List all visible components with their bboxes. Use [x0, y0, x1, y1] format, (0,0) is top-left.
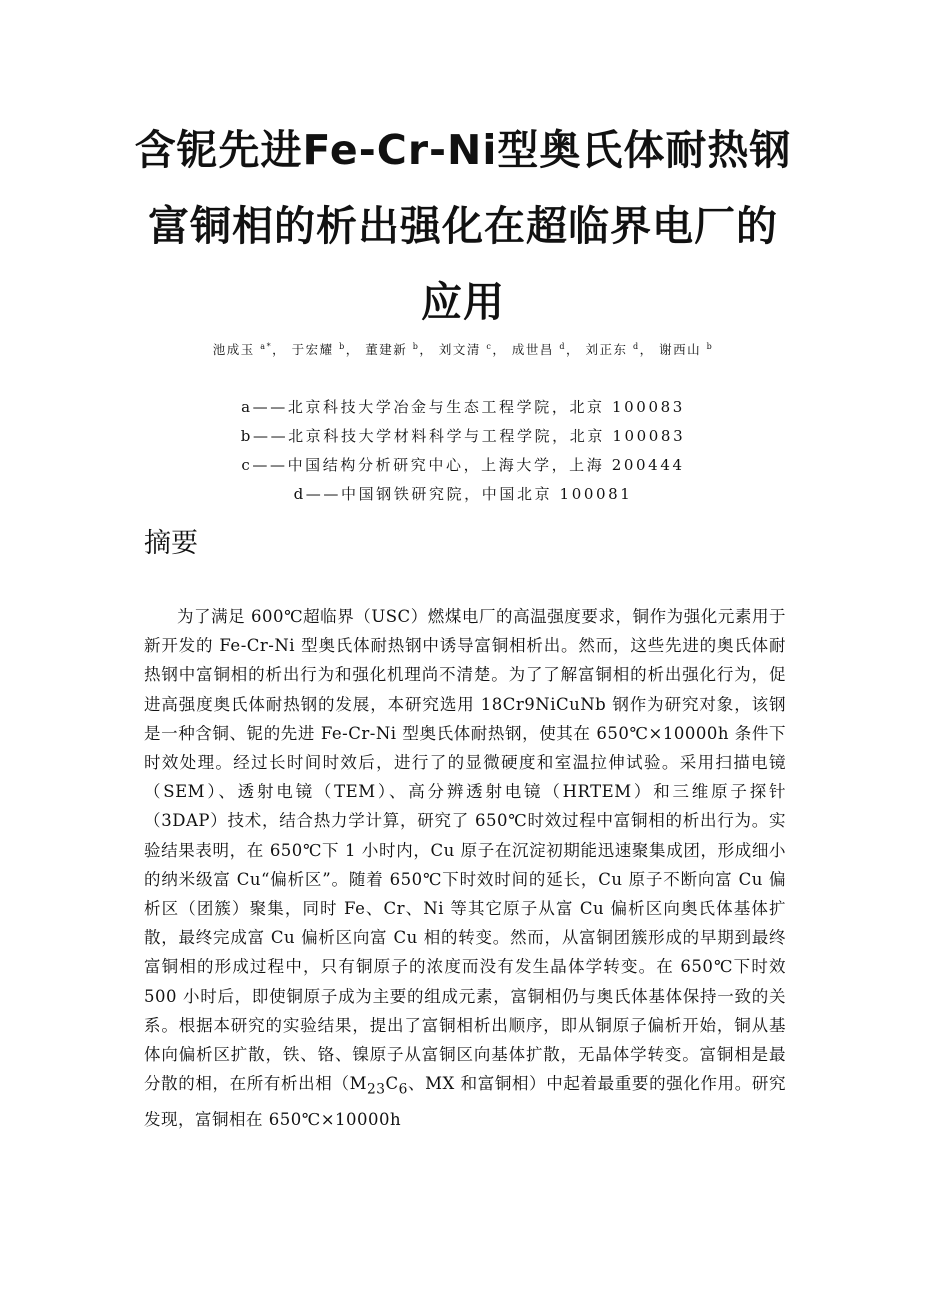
author-name: 谢西山	[659, 342, 702, 357]
author-name: 董建新	[365, 342, 408, 357]
affiliation: b——北京科技大学材料科学与工程学院，北京 100083	[240, 427, 686, 445]
affiliation-list	[150, 393, 776, 509]
abstract-text-part: C	[385, 1074, 399, 1094]
author-separator: ，	[419, 342, 434, 357]
abstract-text-part: 为了满足 600℃超临界（USC）燃煤电厂的高温强度要求，铜作为强化元素用于新开发的 Fe-Cr-Ni 型奥氏体耐热钢中诱导富铜相析出。然而，这些先进的奥氏体耐热钢中富铜相的析出行为和强化机理尚不清楚。为了了解富铜相的析出强化行为，促进高强度奥氏体耐热钢的发展，本研究选用 18Cr9NiCuNb 钢作为研究对象，该钢是一种含铜、铌的先进 Fe-Cr-Ni 型奥氏体耐热钢，使其在 650℃×10000h 条件下时效处理。经过长时间时效后，进行了的显微硬度和室温拉伸试验。采用扫描电镜（SEM）、透射电镜（TEM）、高分辨透射电镜（HRTEM）和三维原子探针（3DAP）技术，结合热力学计算，研究了 650℃时效过程中富铜相的析出行为。实验结果表明，在 650℃下 1 小时内，Cu 原子在沉淀初期能迅速聚集成团，形成细小的纳米级富 Cu“偏析区”。随着 650℃下时效时间的延长，Cu 原子不断向富 Cu 偏析区（团簇）聚集，同时 Fe、Cr、Ni 等其它原子从富 Cu 偏析区向奥氏体基体扩散，最终完成富 Cu 偏析区向富 Cu 相的转变。然而，从富铜团簇形成的早期到最终富铜相的形成过程中，只有铜原子的浓度而没有发生晶体学转变。在 650℃下时效 500 小时后，即使铜原子成为主要的组成元素，富铜相仍与奥氏体基体保持一致的关系。根据本研究的实验结果，提出了富铜相析出顺序，即从铜原子偏析开始，铜从基体向偏析区扩散，铁、铬、镍原子从富铜区向基体扩散，无晶体学转变。富铜相是最分散的相，在所有析出相（M	[144, 607, 786, 1094]
author-separator: ，	[345, 342, 360, 357]
author-separator: ，	[565, 342, 580, 357]
author-affiliation-mark: d	[559, 341, 566, 351]
affiliation: a——北京科技大学冶金与生态工程学院，北京 100083	[241, 398, 685, 416]
subscript: 6	[398, 1081, 408, 1098]
author-name: 刘文清	[438, 342, 481, 357]
author-name: 于宏耀	[291, 342, 334, 357]
author-name: 成世昌	[511, 342, 554, 357]
author-separator: ，	[492, 342, 507, 357]
author-affiliation-mark: b	[706, 341, 714, 351]
title-line: 富铜相的析出强化在超临界电厂的	[148, 202, 778, 250]
author-affiliation-mark: d	[632, 341, 640, 351]
affiliation: c——中国结构分析研究中心，上海大学，上海 200444	[241, 456, 685, 474]
abstract-heading: 摘要	[144, 528, 198, 559]
author-separator: ，	[272, 342, 287, 357]
author-affiliation-mark: a*	[260, 341, 273, 351]
title-line: 含铌先进Fe-Cr-Ni型奥氏体耐热钢	[134, 126, 792, 174]
author-affiliation-mark: b	[412, 341, 420, 351]
title-line: 应用	[421, 278, 505, 326]
paper-title	[120, 112, 806, 340]
author-separator: ，	[639, 342, 654, 357]
author-list	[100, 340, 826, 360]
author-affiliation-mark: b	[339, 341, 346, 351]
author-name: 池成玉	[212, 342, 255, 357]
subscript: 23	[366, 1081, 386, 1098]
affiliation: d——中国钢铁研究院，中国北京 100081	[293, 485, 633, 503]
abstract-text	[144, 602, 786, 1134]
author-affiliation-mark: c	[486, 341, 493, 351]
author-name: 刘正东	[585, 342, 628, 357]
abstract-text-part: 、MX 和富铜相）中起着最重要的强化作用。研究发现，富铜相在 650℃×10000h	[144, 1074, 786, 1129]
